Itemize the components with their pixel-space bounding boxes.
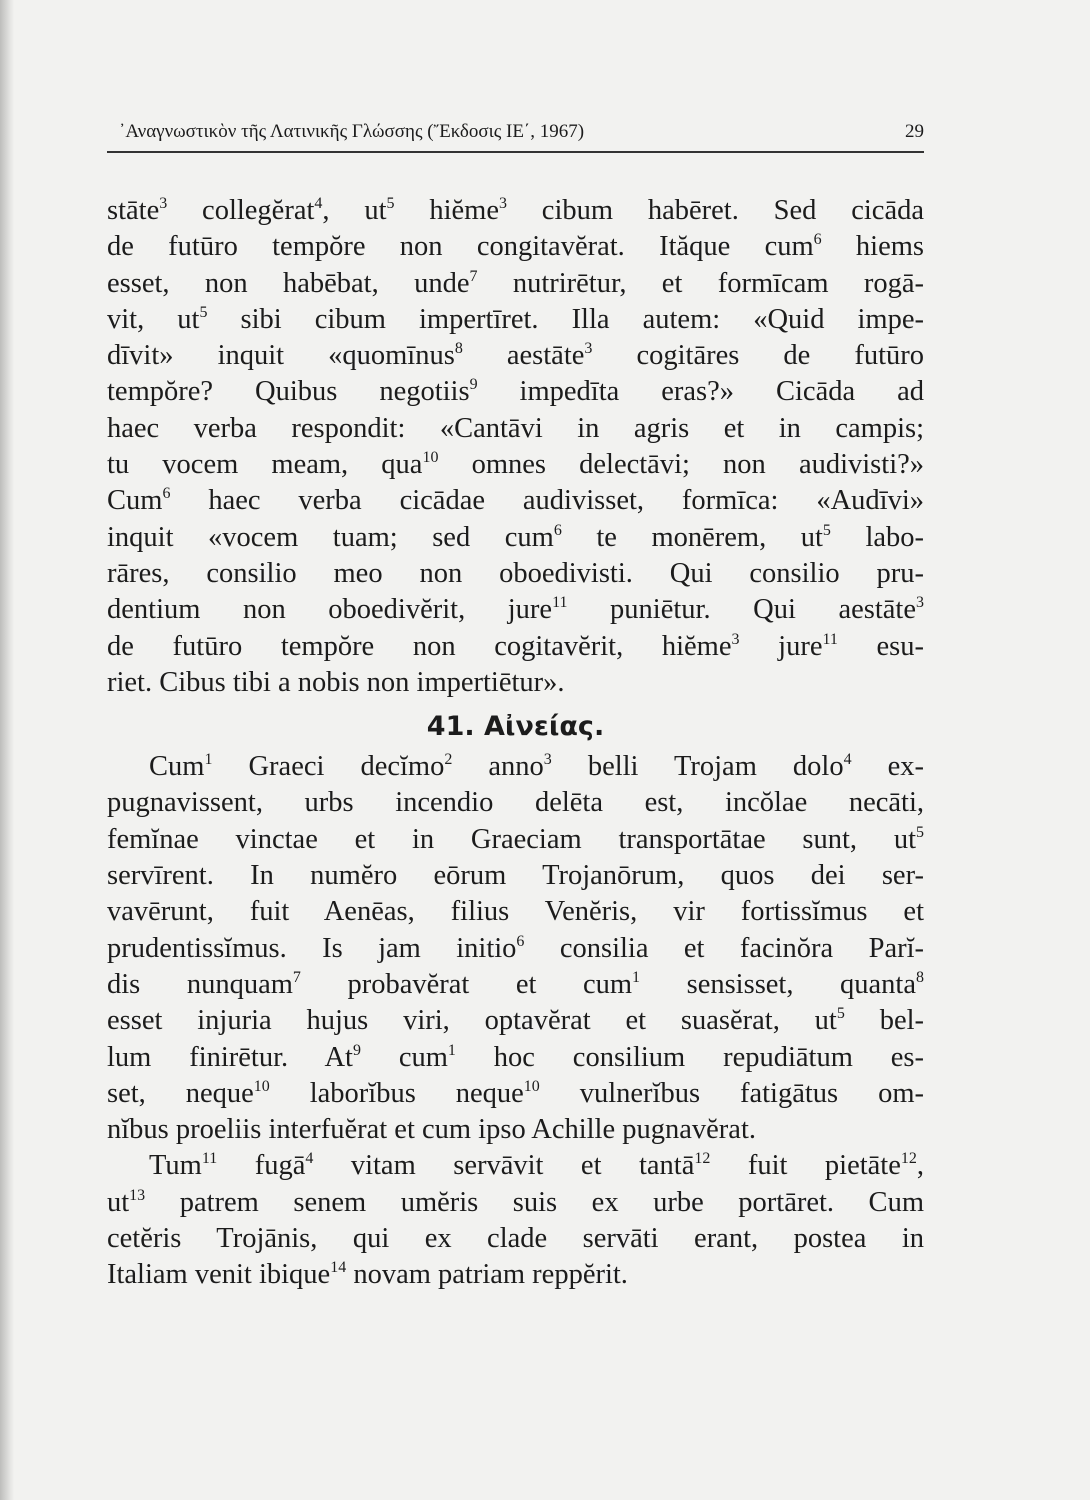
text-run: vulnerĭbus fatigātus om- [539, 1077, 924, 1109]
footnote-ref: 12 [694, 1150, 711, 1168]
text-run: rāres, consilio meo non oboedivisti. Qui consilio pru- [107, 557, 924, 589]
text-run: tu vocem meam, qua [107, 449, 423, 481]
text-run: , [916, 1150, 924, 1182]
text-run: fuit pietāte [710, 1150, 901, 1182]
text-line [107, 592, 924, 628]
text-run: prudentissĭmus. Is jam initio [107, 932, 517, 964]
text-line [107, 520, 924, 556]
running-title: ᾽Αναγνωστικὸν τῆς Λατινικῆς Γλώσσης (Ἔκδοσις ΙΕ΄, 1967) [119, 121, 585, 142]
footnote-ref: 11 [552, 594, 568, 612]
text-run: de futūro tempŏre non cogitavĕrit, hiĕme [107, 630, 732, 662]
text-run: Cum [149, 751, 205, 783]
text-line [107, 1257, 924, 1293]
text-run: cibum habēret. Sed cicāda [506, 195, 924, 226]
text-run: consilia et facinŏra Parĭ- [524, 932, 924, 964]
text-line [107, 894, 924, 930]
text-line [107, 411, 924, 447]
text-line [107, 556, 924, 592]
text-run: nĭbus proeliis interfuĕrat et cum ipso Achille pugnavĕrat. [107, 1114, 756, 1146]
footnote-ref: 1 [447, 1041, 456, 1059]
footnote-ref: 5 [199, 303, 208, 321]
footnote-ref: 6 [813, 231, 822, 249]
page-number: 29 [905, 121, 924, 142]
text-line [107, 302, 924, 338]
text-line [107, 1148, 924, 1184]
footnote-ref: 5 [822, 521, 831, 539]
text-run: probavĕrat et cum [300, 968, 633, 1000]
text-line [107, 1185, 924, 1221]
text-run: impedīta eras?» Cicāda ad [477, 376, 924, 408]
text-run: anno [452, 751, 544, 783]
text-run: dentium non oboedivĕrit, jure [107, 594, 553, 626]
text-run: Cum [107, 485, 163, 517]
text-run: , ut [322, 195, 387, 226]
footnote-ref: 6 [516, 932, 525, 950]
footnote-ref: 9 [469, 376, 478, 394]
text-line [107, 1112, 924, 1148]
text-run: lum finirētur. At [107, 1041, 353, 1073]
text-run: servīrent. In numĕro eōrum Trojanōrum, quos dei ser- [107, 860, 924, 892]
footnote-ref: 10 [422, 449, 439, 467]
footnote-ref: 5 [836, 1005, 845, 1023]
footnote-ref: 8 [454, 340, 463, 358]
text-line [107, 1003, 924, 1039]
text-line [107, 665, 924, 701]
footnote-ref: 14 [330, 1259, 347, 1277]
section-heading: 41. Αἰνείας. [426, 711, 605, 743]
text-run: set, neque [107, 1077, 254, 1109]
text-run: bel- [844, 1005, 924, 1037]
text-line [107, 749, 924, 785]
footnote-ref: 10 [253, 1077, 270, 1095]
footnote-ref: 3 [498, 195, 507, 212]
footnote-ref: 2 [444, 751, 453, 769]
footnote-ref: 4 [305, 1150, 314, 1168]
text-run: te monērem, ut [561, 521, 823, 553]
text-run: vavērunt, fuit Aenēas, filius Venĕris, vir fortissĭmus et [107, 896, 924, 928]
text-run: omnes delectāvi; non audivisti?» [438, 449, 925, 481]
text-run: puniētur. Qui aestāte [567, 594, 916, 626]
footnote-ref: 3 [916, 594, 924, 612]
text-run: belli Trojam dolo [551, 751, 844, 783]
text-run: nutrirētur, et formīcam rogā- [477, 267, 924, 299]
text-run: Tum [149, 1150, 202, 1182]
footnote-ref: 11 [201, 1150, 218, 1168]
footnote-ref: 6 [553, 521, 562, 539]
text-run: vitam servāvit et tantā [313, 1150, 695, 1182]
text-run: riet. Cibus tibi a nobis non impertiētur». [107, 666, 565, 698]
text-run: cetĕris Trojānis, qui ex clade servāti erant, postea in [107, 1223, 924, 1255]
footnote-ref: 4 [314, 195, 323, 212]
text-line [107, 229, 924, 265]
text-run: esset, non habēbat, unde [107, 267, 470, 299]
text-run: haec verba cicādae audivisset, formīca: «Audīvi» [170, 485, 924, 517]
text-run: dīvit» inquit «quomīnus [107, 340, 455, 372]
paragraph-aeneas-2 [107, 1148, 924, 1293]
text-run: pugnavissent, urbs incendio delēta est, incŏlae necāti, [107, 787, 924, 819]
footnote-ref: 3 [731, 630, 740, 648]
paragraph-aeneas-1 [107, 749, 924, 1148]
text-run: laborĭbus neque [269, 1077, 524, 1109]
text-line [107, 967, 924, 1003]
footnote-ref: 11 [822, 630, 838, 648]
text-run: hoc consilium repudiātum es- [455, 1041, 924, 1073]
text-run: sensisset, quanta [640, 968, 917, 1000]
text-run: esset injuria hujus viri, optavĕrat et suasĕrat, ut [107, 1005, 837, 1037]
footnote-ref: 6 [162, 485, 171, 503]
text-run: haec verba respondit: «Cantāvi in agris et in campis; [107, 412, 924, 444]
footnote-ref: 7 [469, 267, 478, 285]
text-run: cum [360, 1041, 448, 1073]
text-run: cogitāres de futūro [592, 340, 925, 372]
footnote-ref: 3 [159, 195, 168, 212]
footnote-ref: 5 [386, 195, 395, 212]
footnote-ref: 4 [843, 751, 852, 769]
text-line [107, 1221, 924, 1257]
text-run: hiems [821, 231, 925, 263]
text-line [107, 931, 924, 967]
text-run: fugā [217, 1150, 306, 1182]
text-run: dis nunquam [107, 968, 293, 1000]
text-line [107, 858, 924, 894]
paragraph-cicada-ending [107, 193, 924, 701]
text-line [107, 193, 924, 229]
footnote-ref: 10 [523, 1077, 540, 1095]
text-run: aestāte [462, 340, 585, 372]
text-line [107, 822, 924, 858]
text-run: collegĕrat [167, 195, 315, 226]
text-line [107, 483, 924, 519]
text-line [107, 1040, 924, 1076]
footnote-ref: 7 [292, 968, 301, 986]
text-line [107, 266, 924, 302]
text-run: de futūro tempŏre non congitavĕrat. Ităque cum [107, 231, 814, 263]
footnote-ref: 9 [352, 1041, 361, 1059]
text-run: hiĕme [394, 195, 499, 226]
text-line [107, 338, 924, 374]
body-text [107, 193, 924, 1294]
text-run: patrem senem umĕris suis ex urbe portāret. Cum [145, 1186, 924, 1218]
text-run: esu- [837, 630, 924, 662]
text-run: Italiam venit ibique [107, 1259, 331, 1291]
text-run: inquit «vocem tuam; sed cum [107, 521, 554, 553]
text-run: sibi cibum impertīret. Illa autem: «Quid impe- [207, 303, 924, 335]
footnote-ref: 13 [129, 1186, 146, 1204]
page-edge [0, 0, 14, 1500]
text-line [107, 447, 924, 483]
text-run: stāte [107, 195, 160, 226]
text-run: jure [739, 630, 823, 662]
text-line [107, 785, 924, 821]
text-run: novam patriam reppĕrit. [346, 1259, 628, 1291]
text-line [107, 374, 924, 410]
text-run: tempŏre? Quibus negotiis [107, 376, 470, 408]
footnote-ref: 1 [632, 968, 641, 986]
text-run: Graeci decĭmo [212, 751, 445, 783]
text-line [107, 1076, 924, 1112]
text-run: femĭnae vinctae et in Graeciam transportātae sunt, ut [107, 823, 916, 855]
footnote-ref: 12 [900, 1150, 917, 1168]
text-run: ut [107, 1186, 130, 1218]
footnote-ref: 5 [916, 823, 924, 841]
footnote-ref: 3 [584, 340, 593, 358]
text-run: labo- [830, 521, 924, 553]
text-run: ex- [851, 751, 925, 783]
text-run: vit, ut [107, 303, 200, 335]
text-line [107, 629, 924, 665]
running-header [107, 117, 924, 153]
footnote-ref: 8 [916, 968, 925, 986]
footnote-ref: 1 [204, 751, 213, 769]
footnote-ref: 3 [543, 751, 552, 769]
